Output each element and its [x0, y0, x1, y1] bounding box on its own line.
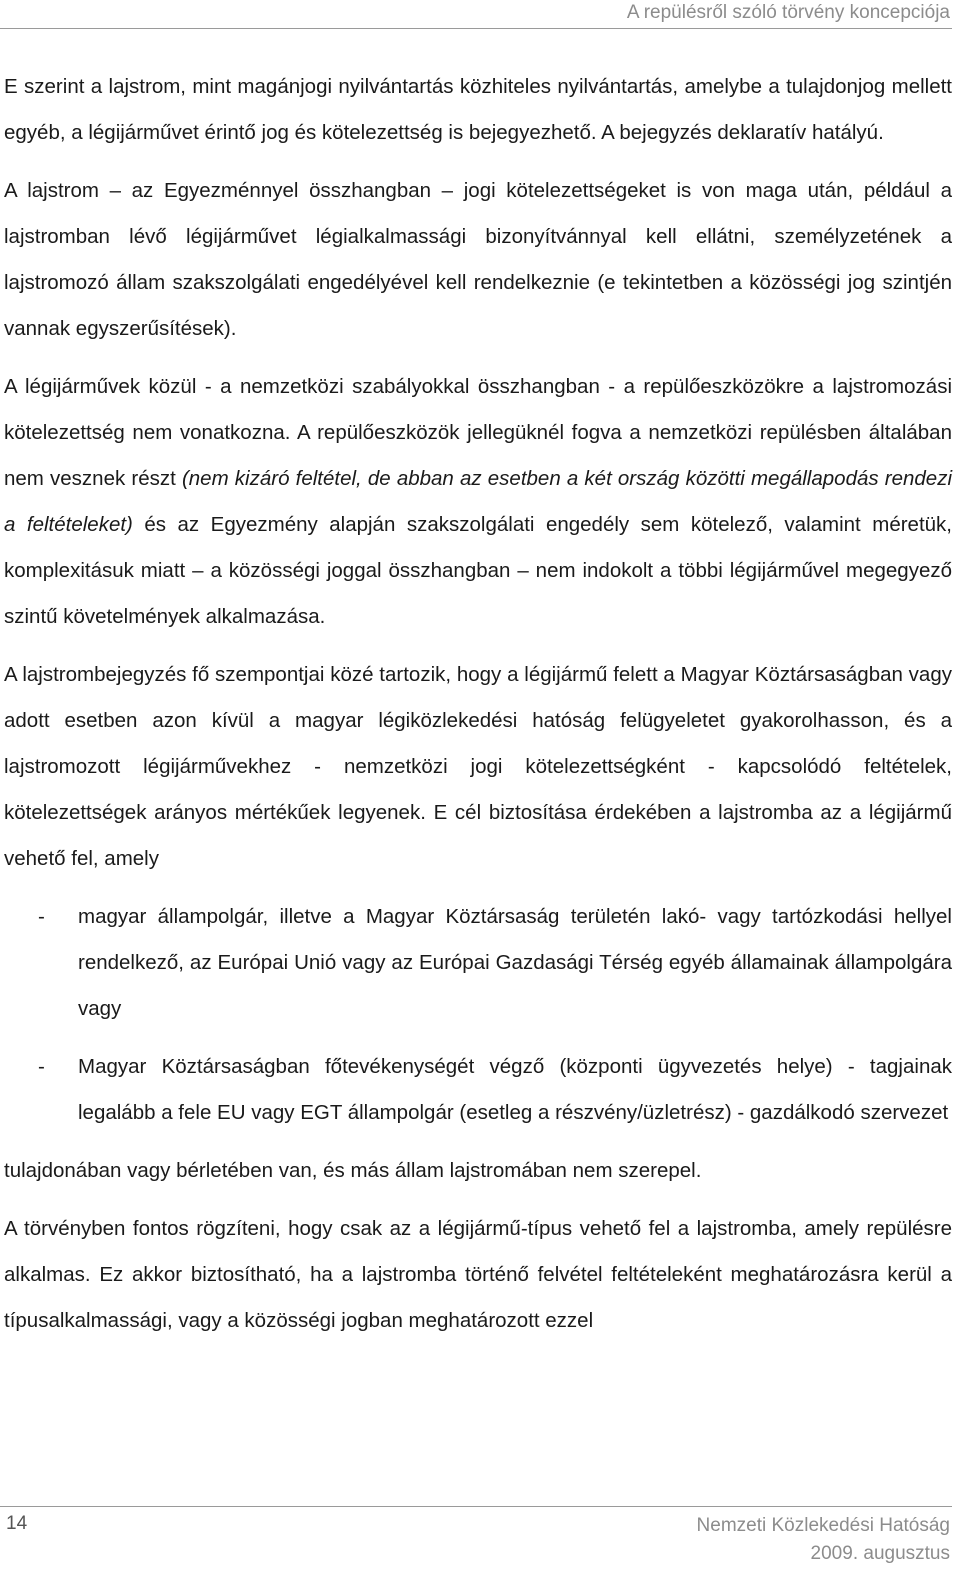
header-title: A repülésről szóló törvény koncepciója	[626, 2, 950, 23]
paragraph-4: A lajstrombejegyzés fő szempontjai közé tartozik, hogy a légijármű felett a Magyar Köztársaságban vagy adott esetben azon kívül a magyar légiközlekedési hatóság felügyeletet gyakorolhasson, és a lajstromozott légijárművekhez - nemzetközi jogi kötelezettségként - kapcsolódó feltételek, kötelezettségek arányos mértékűek legyenek. E cél biztosítása érdekében a lajstromba az a légijármű vehető fel, amely	[4, 663, 952, 870]
paragraph-3-part-2: és az Egyezmény alapján szakszolgálati engedély sem kötelező, valamint méretük, komplexitásuk miatt – a közösségi joggal összhangban – nem indokolt a többi légijárművel megegyező szintű követelmények alkalmazása.	[4, 513, 952, 628]
paragraph-2: A lajstrom – az Egyezménnyel összhangban – jogi kötelezettségeket is von maga után, például a lajstromban lévő légijárművet légialkalmassági bizonyítvánnyal kell ellátni, személyzetének a lajstromozó állam szakszolgálati engedélyével kell rendelkeznie (e tekintetben a közösségi jog szintjén vannak egyszerűsítések).	[4, 179, 952, 340]
paragraph-5: tulajdonában vagy bérletében van, és más állam lajstromában nem szerepel.	[4, 1159, 702, 1182]
document-body	[4, 64, 952, 1344]
list-item	[4, 1044, 952, 1136]
list-dash: -	[38, 1055, 45, 1078]
paragraph-1: E szerint a lajstrom, mint magánjogi nyilvántartás közhiteles nyilvántartás, amelybe a tulajdonjog mellett egyéb, a légijárművet érintő jog és kötelezettség is bejegyezhető. A bejegyzés deklaratív hatályú.	[4, 75, 952, 144]
footer-organization: Nemzeti Közlekedési Hatóság	[696, 1515, 950, 1536]
list-item-text: magyar állampolgár, illetve a Magyar Köztársaság területén lakó- vagy tartózkodási hellyel rendelkező, az Európai Unió vagy az Európai Gazdasági Térség egyéb államainak állampolgára vagy	[78, 905, 952, 1020]
paragraph-3-italic-note: (nem kizáró feltétel, de abban az esetben a két ország közötti megállapodás rendezi a feltételeket)	[4, 467, 952, 536]
paragraph-6: A törvényben fontos rögzíteni, hogy csak az a légijármű-típus vehető fel a lajstromba, amely repülésre alkalmas. Ez akkor biztosítható, ha a lajstromba történő felvétel feltételeként meghatározásra kerül a típusalkalmassági, vagy a közösségi jogban meghatározott ezzel	[4, 1217, 952, 1332]
page-number: 14	[6, 1513, 28, 1534]
footer-date: 2009. augusztus	[810, 1543, 950, 1564]
list-dash: -	[38, 905, 45, 928]
paragraph-3	[4, 364, 952, 640]
paragraph-3-part-1: A légijárművek közül - a nemzetközi szabályokkal összhangban - a repülőeszközökre a lajstromozási kötelezettség nem vonatkozna. A repülőeszközök jellegüknél fogva a nemzetközi repülésben általában nem vesznek részt	[4, 375, 952, 490]
page-footer	[0, 1506, 952, 1578]
list-item	[4, 894, 952, 1032]
list-item-text: Magyar Köztársaságban főtevékenységét végző (központi ügyvezetés helye) - tagjainak legalább a fele EU vagy EGT állampolgár (esetleg a részvény/üzletrész) - gazdálkodó szervezet	[78, 1055, 952, 1124]
page-header	[0, 0, 952, 29]
eligibility-list	[4, 894, 952, 1136]
